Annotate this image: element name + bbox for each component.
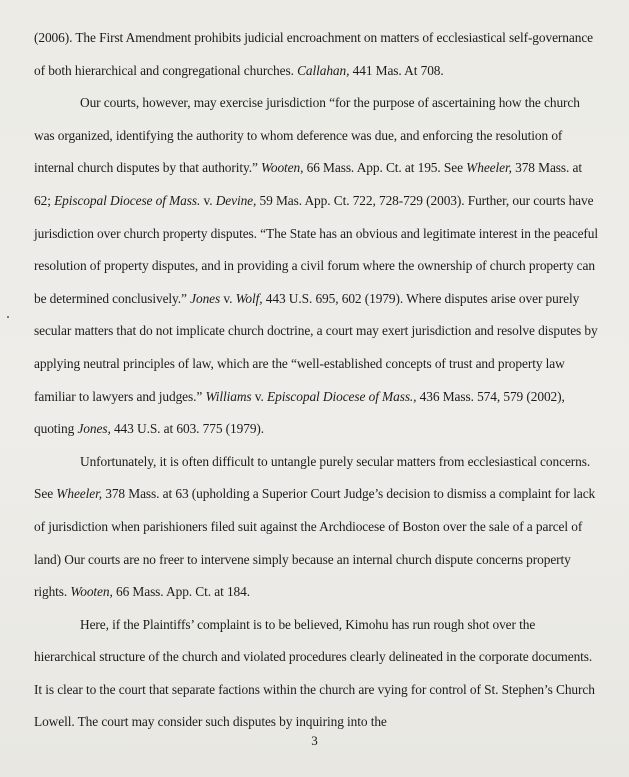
paragraph-text: v. <box>251 388 268 404</box>
paragraph-text: 436 Mass. 574, 579 (2002), quoting <box>34 388 565 437</box>
citation-italic-text: Williams <box>205 388 252 404</box>
citation-italic-text: Devine, <box>215 192 257 208</box>
citation-italic-text: Wolf, <box>235 290 263 306</box>
citation-italic-text: Callahan, <box>297 62 350 78</box>
paragraph-text: 378 Mass. at 63 (upholding a Superior Court Judge’s decision to dismiss a complaint for lack of jurisdiction when parishioners filed suit against the Archdiocese of Boston over the sale of a parcel of land) Our courts are no freer to intervene simply because an internal church dispute concerns property rights. <box>34 486 596 600</box>
citation-italic-text: Wooten, <box>261 160 304 176</box>
paragraph-1 <box>34 22 600 87</box>
paragraph-text: 441 Mas. At 708. <box>349 62 444 78</box>
document-body <box>34 22 600 739</box>
citation-italic-text: Jones <box>190 290 221 306</box>
paragraph-text: v. <box>220 290 236 306</box>
paragraph-text: Our courts, however, may exercise jurisdiction “for the purpose of ascertaining how the church was organized, identifying the authority to whom deference was due, and enforcing the resolution of internal church disputes by that authority.” <box>34 95 580 176</box>
paragraph-2 <box>34 87 600 446</box>
citation-italic-text: Episcopal Diocese of Mass., <box>267 388 417 404</box>
paragraph-4 <box>34 609 600 739</box>
paragraph-text: 378 Mass. at 62; <box>34 160 582 208</box>
paragraph-text: 443 U.S. at 603. 775 (1979). <box>110 421 265 437</box>
paragraph-text: 66 Mass. App. Ct. at 184. <box>112 584 250 600</box>
paragraph-text: (2006). The First Amendment prohibits judicial encroachment on matters of ecclesiastical self-governance of both hierarchical and congregational churches. <box>34 30 594 78</box>
citation-italic-text: Wooten, <box>70 584 113 600</box>
citation-italic-text: Jones, <box>77 421 111 437</box>
paragraph-text: 443 U.S. 695, 602 (1979). Where disputes arise over purely secular matters that do not implicate church doctrine, a court may exert jurisdiction and resolve disputes by applying neutral principles of law, which are the “well-established concepts of trust and property law familiar to lawyers and judges.” <box>34 290 598 404</box>
paragraph-text: 66 Mass. App. Ct. at 195. See <box>303 160 467 176</box>
margin-dot-mark <box>7 316 9 318</box>
paragraph-text: Unfortunately, it is often difficult to untangle purely secular matters from ecclesiastical concerns. See <box>34 453 591 502</box>
paragraph-text: Here, if the Plaintiffs’ complaint is to be believed, Kimohu has run rough shot over the hierarchical structure of the church and violated procedures clearly delineated in the corporate documents. It is clear to the court that separate factions within the church are vying for control of St. Stephen’s Church Lowell. The court may consider such disputes by inquiring into the <box>34 616 595 730</box>
page-number: 3 <box>311 733 318 748</box>
paragraph-3 <box>34 446 600 609</box>
paragraph-text: v. <box>200 192 216 208</box>
paragraph-text: 59 Mas. App. Ct. 722, 728-729 (2003). Further, our courts have jurisdiction over church property disputes. “The State has an obvious and legitimate interest in the peaceful resolution of property disputes, and in providing a civil forum where the ownership of church property can be determined conclusively.” <box>34 192 598 306</box>
citation-italic-text: Wheeler, <box>56 486 102 502</box>
citation-italic-text: Episcopal Diocese of Mass. <box>54 192 201 208</box>
citation-italic-text: Wheeler, <box>466 160 512 176</box>
